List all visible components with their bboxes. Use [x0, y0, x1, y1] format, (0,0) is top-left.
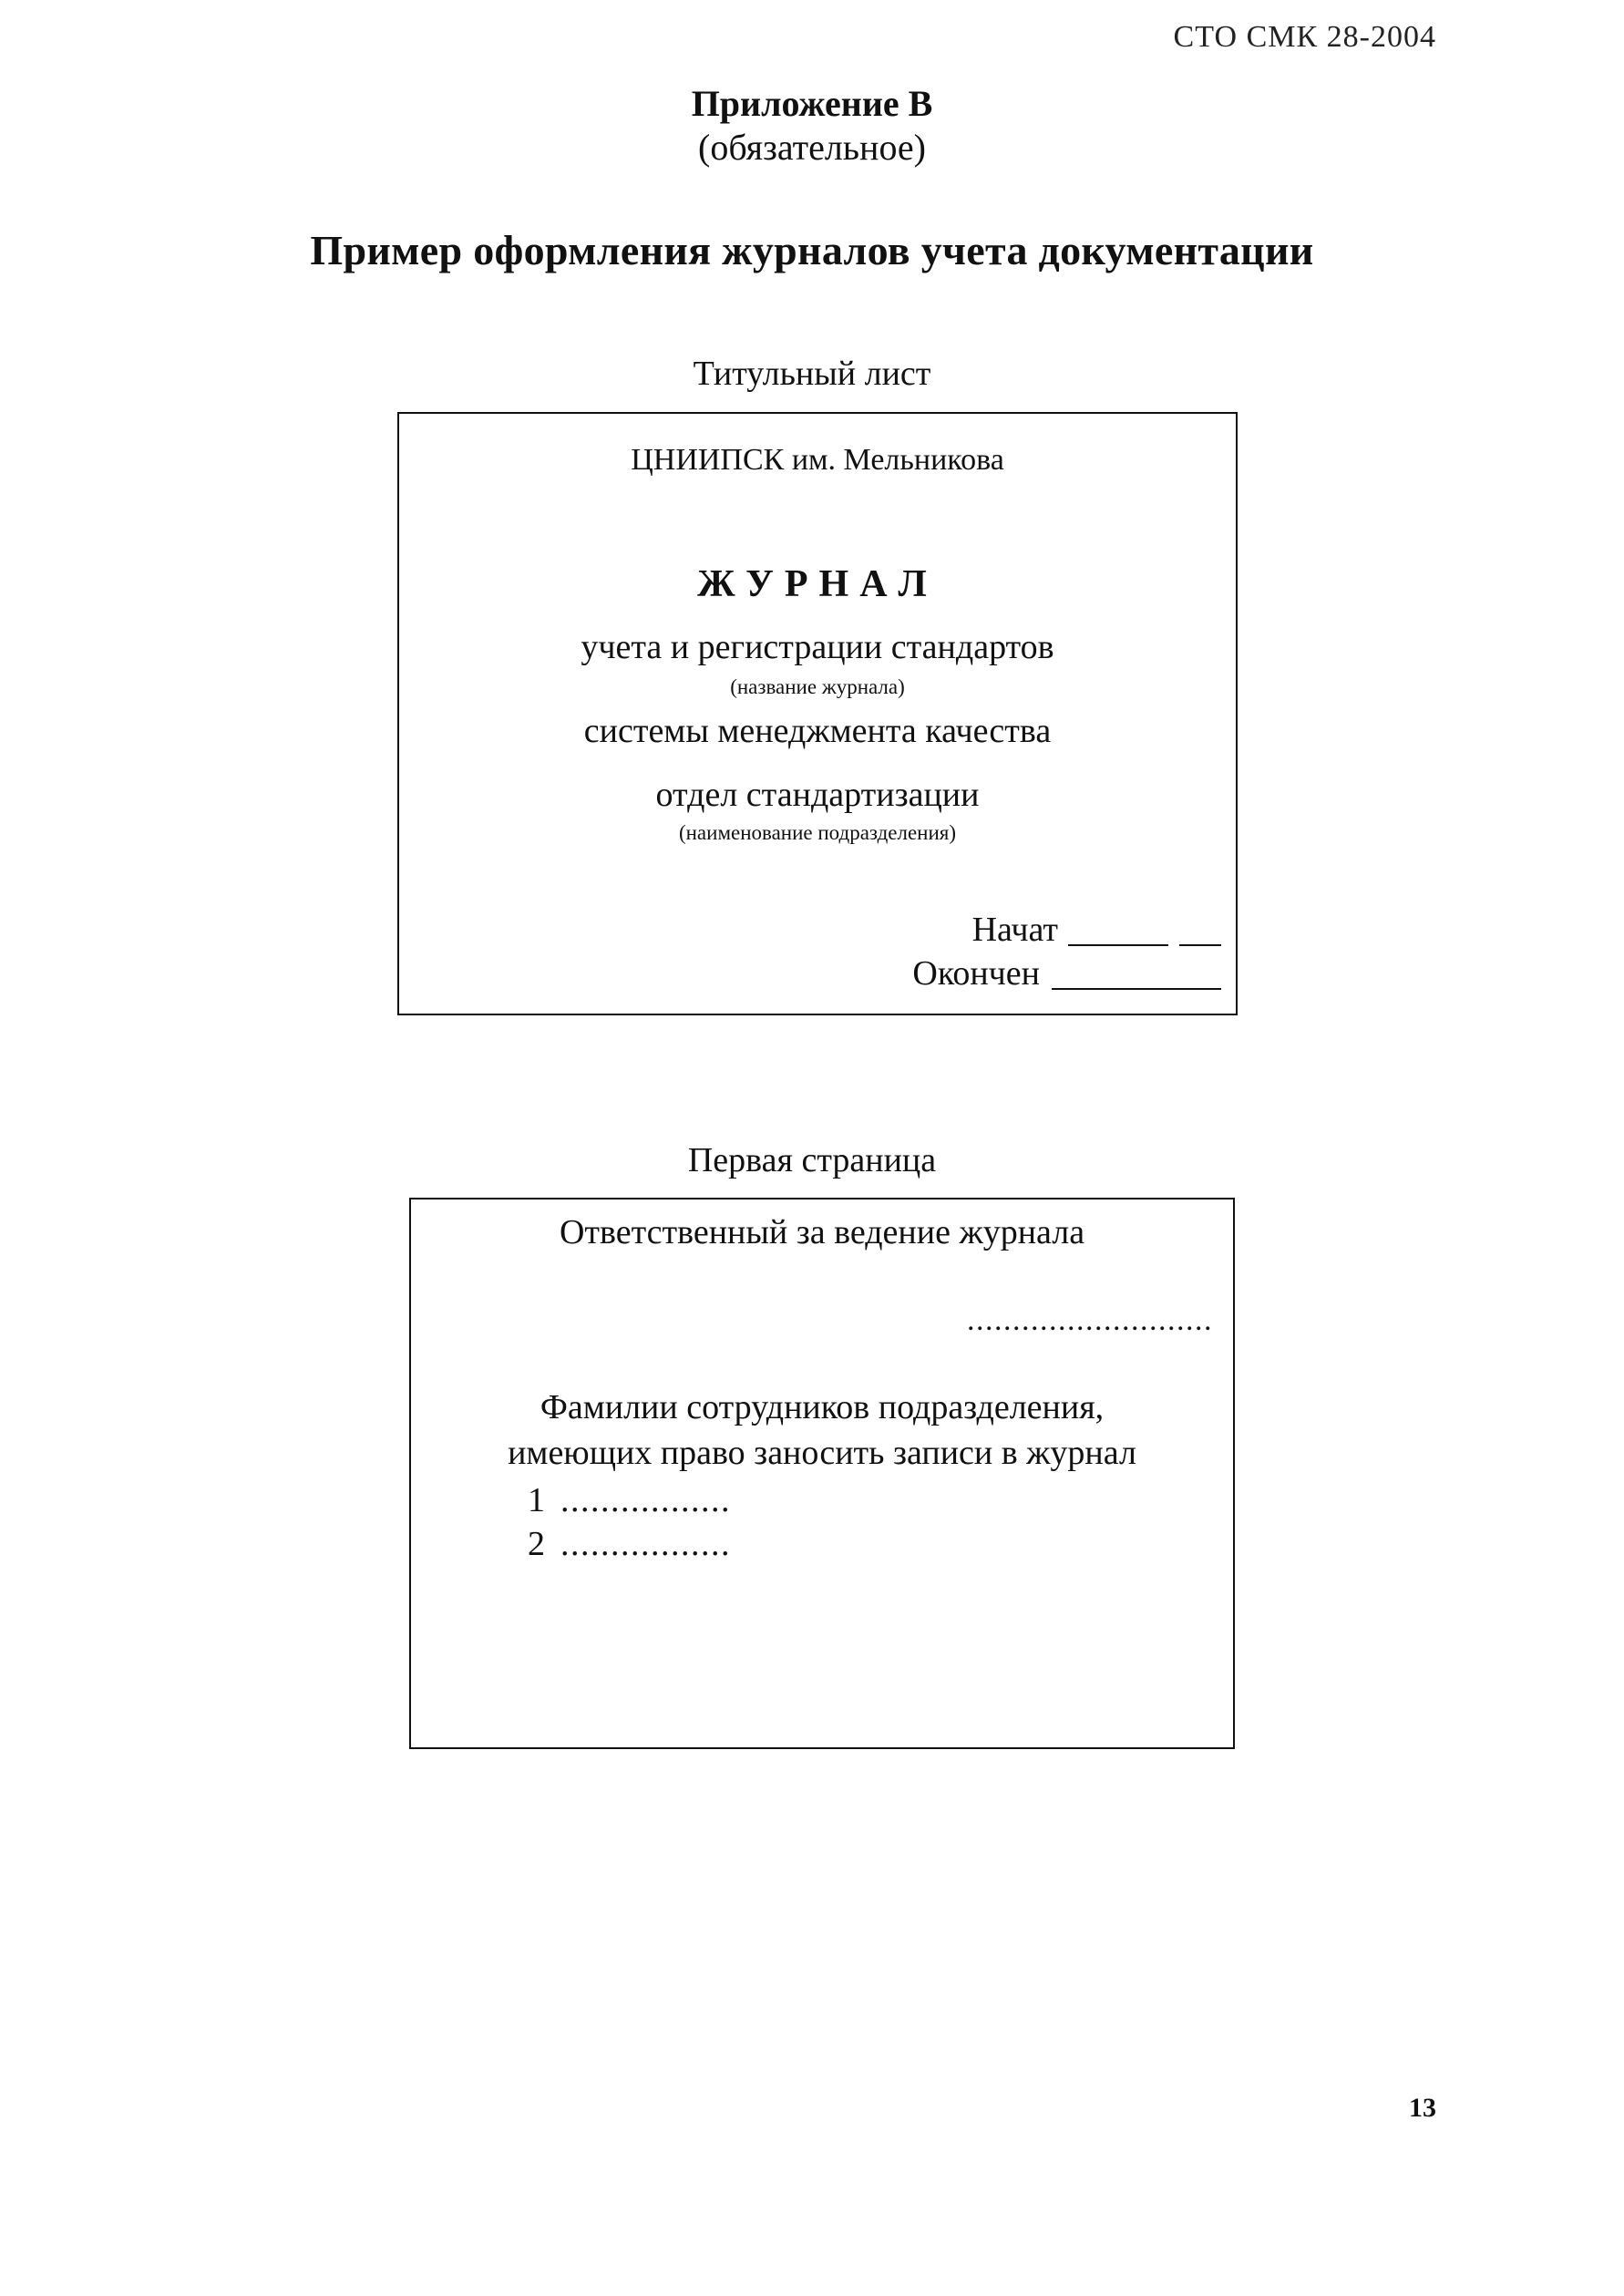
appendix-title: Приложение В: [691, 83, 933, 124]
list-item: [528, 1480, 731, 1520]
journal-name: учета и регистрации стандартов: [581, 628, 1054, 666]
finished-label: Окончен: [912, 954, 1040, 993]
title-sheet-frame: [397, 412, 1238, 1015]
started-year-line: [1179, 944, 1221, 946]
list-item: [528, 1524, 731, 1564]
title-sheet-caption: Титульный лист: [693, 355, 931, 393]
staff-heading-line1: Фамилии сотрудников подразделения,: [540, 1388, 1105, 1426]
list-item-number: 2: [528, 1525, 545, 1563]
department-name: отдел стандартизации: [655, 776, 980, 814]
responsible-fill-line: ...........................: [967, 1303, 1213, 1337]
page-title: Пример оформления журналов учета документации: [310, 227, 1314, 273]
list-item-fill-line: .................: [560, 1525, 731, 1563]
journal-heading: ЖУРНАЛ: [697, 563, 938, 605]
responsible-label: Ответственный за ведение журнала: [559, 1213, 1085, 1251]
management-system: системы менеджмента качества: [583, 712, 1052, 750]
list-item-number: 1: [528, 1481, 545, 1519]
journal-name-caption: (название журнала): [730, 675, 905, 698]
staff-heading-line2: имеющих право заносить записи в журнал: [508, 1434, 1136, 1472]
document-code: СТО СМК 28-2004: [1173, 20, 1436, 54]
page-number: 13: [1409, 2093, 1436, 2123]
list-item-fill-line: .................: [560, 1481, 731, 1519]
started-date-line: [1068, 944, 1168, 946]
first-page-caption: Первая страница: [687, 1141, 937, 1179]
department-caption: (наименование подразделения): [678, 821, 957, 844]
appendix-status: (обязательное): [698, 127, 926, 168]
first-page-frame: [409, 1198, 1235, 1749]
started-label: Начат: [971, 911, 1058, 949]
finished-date-line: [1052, 988, 1221, 990]
organization-name: ЦНИИПСК им. Мельникова: [631, 443, 1004, 477]
